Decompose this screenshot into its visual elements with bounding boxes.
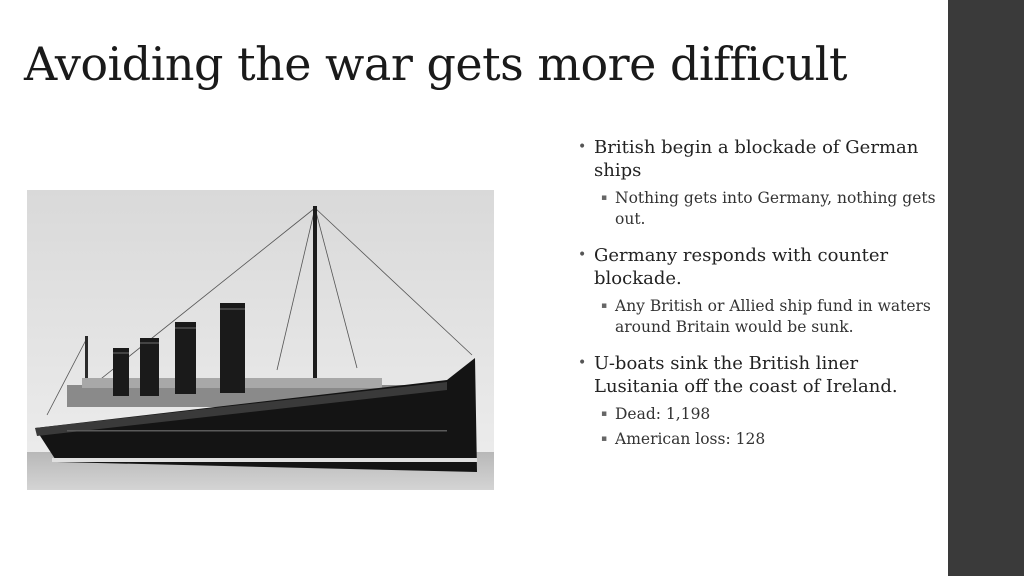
sub-bullets-blockade — [578, 188, 942, 230]
bullet-counter-blockade: • Germany responds with counter blockade. — [578, 244, 942, 290]
sub-bullets-lusitania — [578, 404, 942, 450]
sub-bullets-counter-blockade — [578, 296, 942, 338]
sub-bullet-blockade-1: ▪ Nothing gets into Germany, nothing gets out. — [593, 188, 942, 230]
sub-bullet-dead: ▪ Dead: 1,198 — [593, 404, 942, 425]
ocean-liner-photo — [27, 190, 494, 490]
sub-bullet-american-loss: ▪ American loss: 128 — [593, 429, 942, 450]
bullet-lusitania: • U-boats sink the British liner Lusitania off the coast of Ireland. — [578, 352, 942, 398]
slide-title: Avoiding the war gets more difficult — [24, 37, 848, 91]
side-accent-bar — [948, 0, 1024, 576]
bullet-list — [578, 136, 942, 464]
sub-bullet-counter-blockade-1: ▪ Any British or Allied ship fund in waters around Britain would be sunk. — [593, 296, 942, 338]
bullet-blockade: • British begin a blockade of German ships — [578, 136, 942, 182]
